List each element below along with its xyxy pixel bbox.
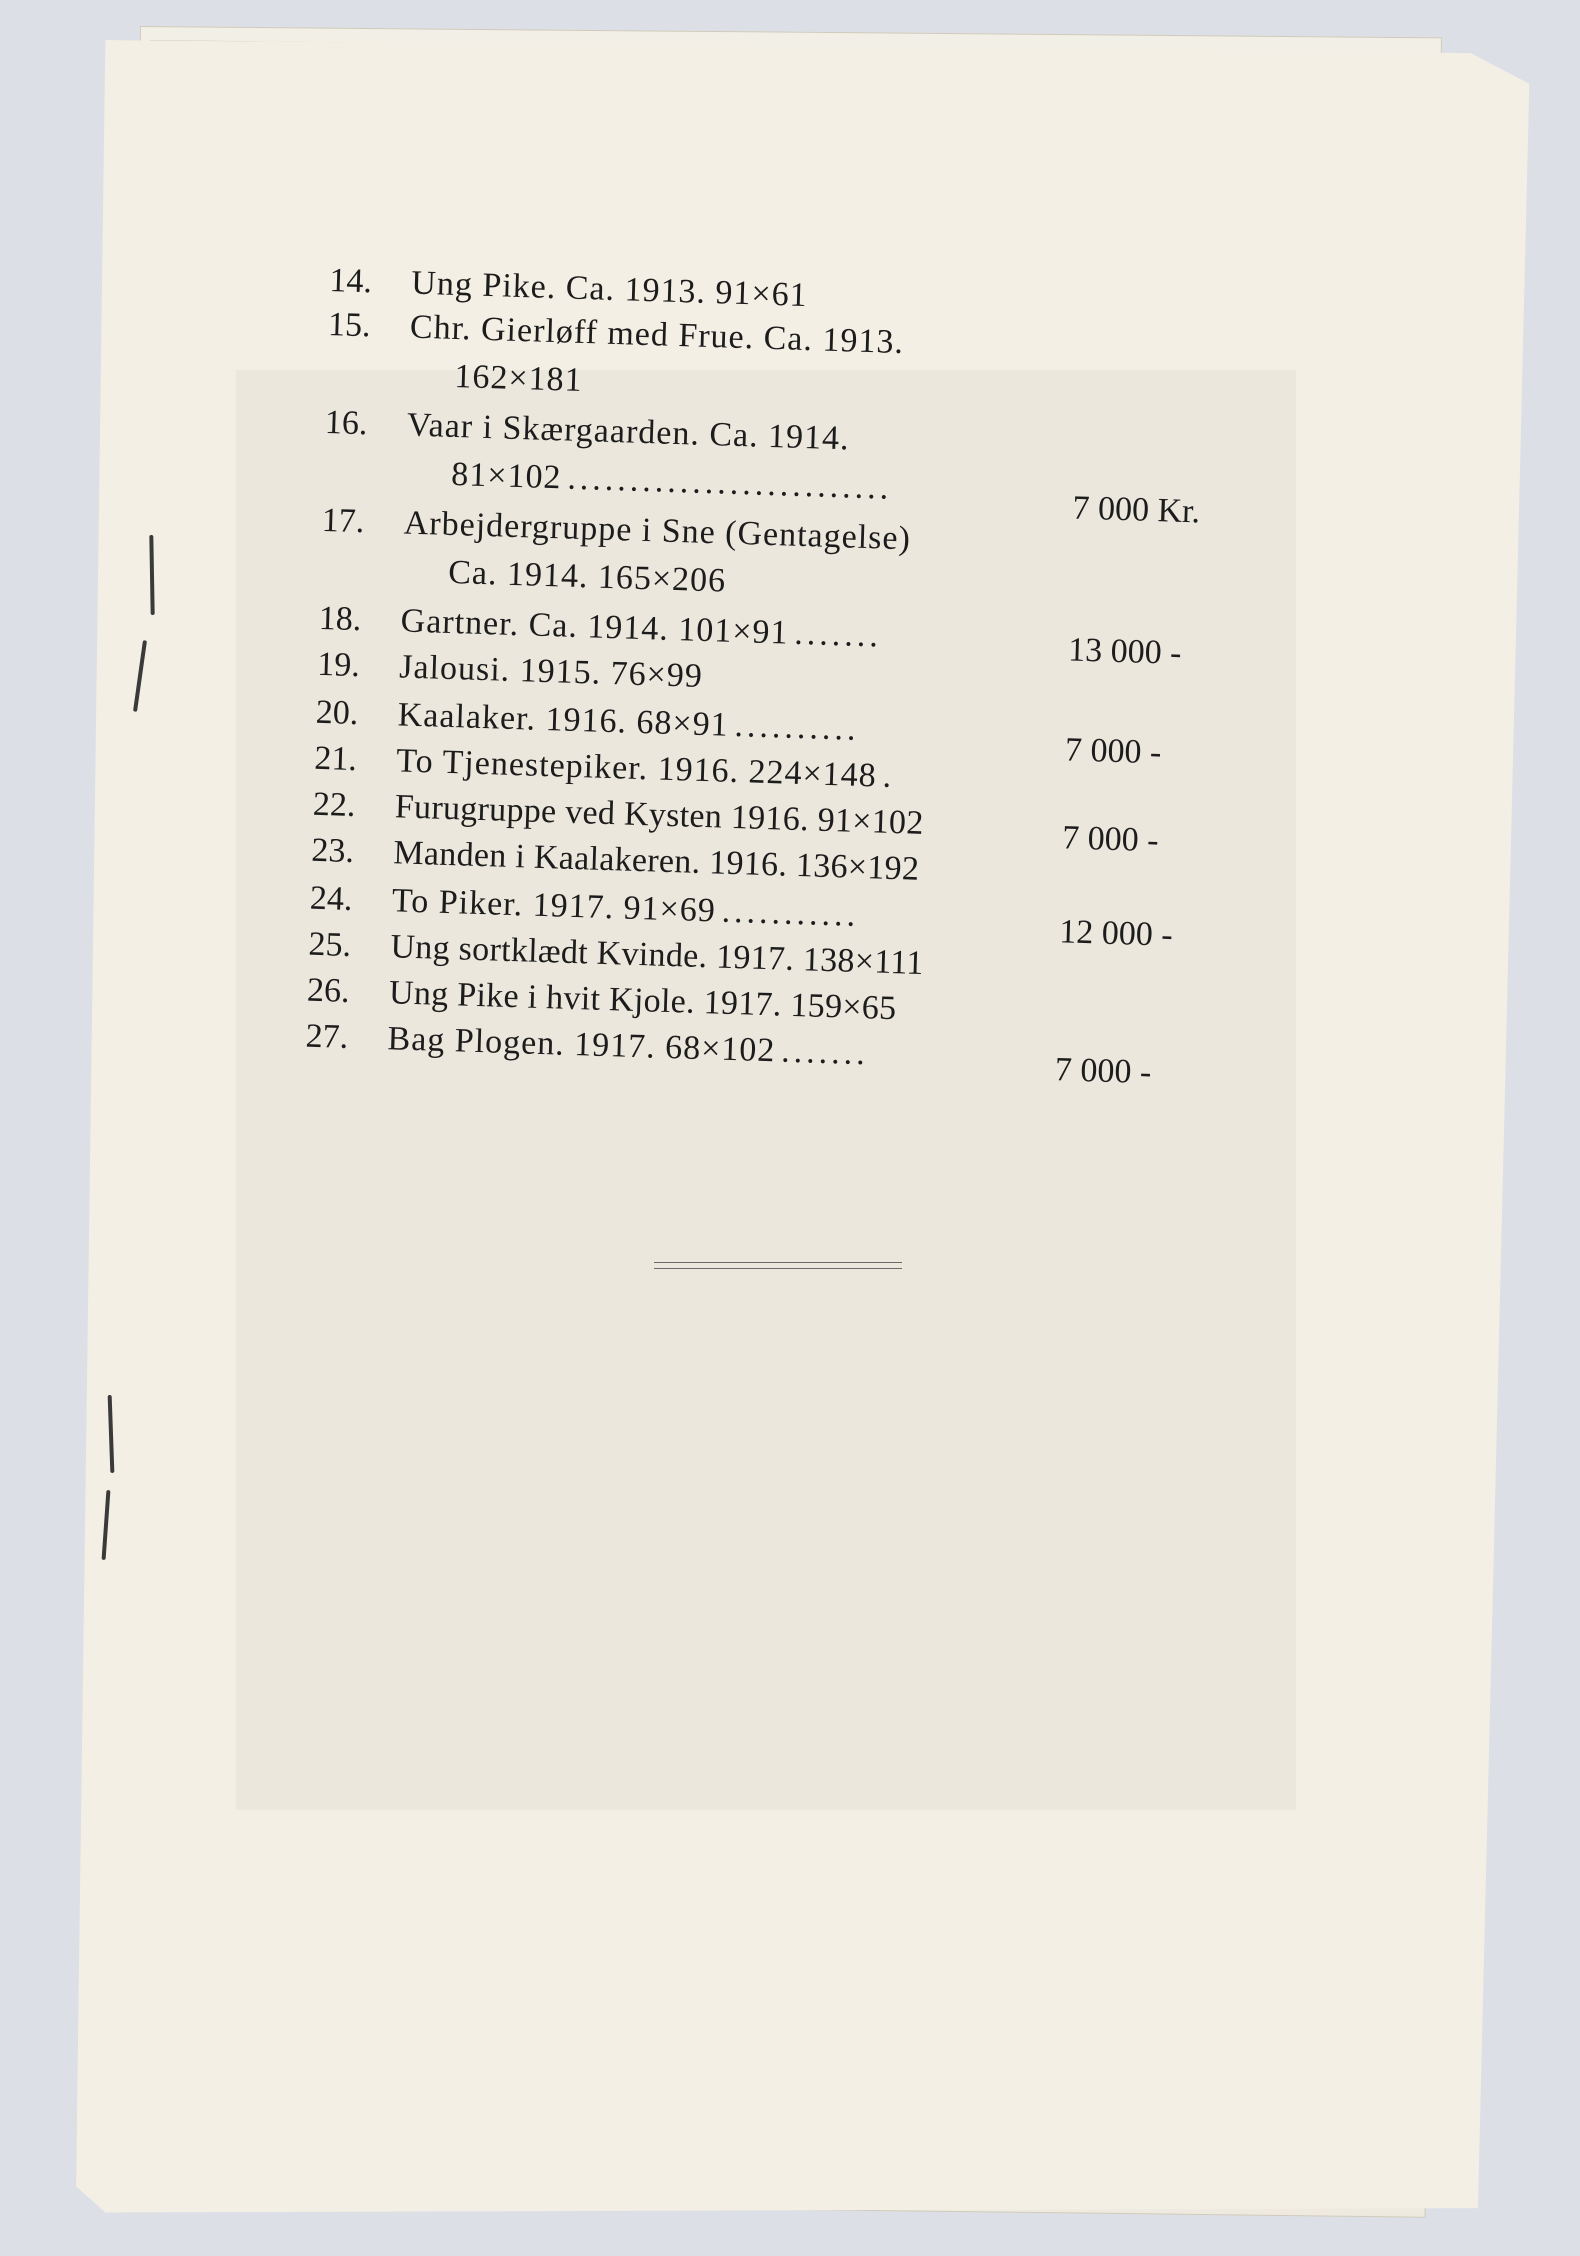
entry-title: Ung sortklædt Kvinde. 1917. 138×111 (389, 928, 925, 982)
entry-title: Ung Pike i hvit Kjole. 1917. 159×65 (388, 974, 897, 1028)
leader-dots: .......... (734, 706, 861, 748)
entry-title: Jalousi. 1915. 76×99 (398, 648, 704, 695)
entry-title: Vaar i Skærgaarden. Ca. 1914. (406, 406, 851, 458)
entry-price: 7 000 - (1061, 819, 1160, 860)
entry-dimensions: 81×102 .......................... (450, 455, 893, 507)
entry-title: Chr. Gierløff med Frue. Ca. 1913. (409, 308, 905, 362)
entry-number: 25. (307, 925, 352, 964)
entry-title: To Piker. 1917. 91×69 ........... (391, 882, 860, 934)
leader-dots: ....... (793, 614, 883, 655)
leader-dots: .......................... (566, 459, 893, 507)
entry-number: 16. (324, 403, 369, 443)
entry-number: 14. (328, 262, 373, 301)
entry-title: Kaalaker. 1916. 68×91 .......... (397, 696, 861, 748)
entry-number: 15. (327, 305, 372, 345)
entry-number: 17. (321, 501, 365, 541)
entry-title: Ung Pike. Ca. 1913. 91×61 (410, 264, 809, 315)
leader-dots: . (882, 757, 896, 795)
entry-title: Bag Plogen. 1917. 68×102 ....... (387, 1020, 870, 1073)
double-rule-divider (654, 1262, 902, 1269)
entry-title: Arbejdergruppe i Sne (Gentagelse) (403, 504, 912, 558)
entry-price: 13 000 - (1067, 631, 1183, 672)
entry-price: 7 000 - (1054, 1051, 1152, 1092)
leader-dots: ....... (780, 1032, 870, 1073)
leader-dots: ........... (721, 892, 860, 934)
entry-number: 24. (309, 879, 354, 919)
entry-number: 19. (316, 645, 361, 685)
entry-title: Manden i Kaalakeren. 1916. 136×192 (392, 834, 920, 888)
list-item (324, 403, 1266, 458)
entry-number: 21. (313, 739, 358, 779)
entry-number: 26. (306, 971, 351, 1010)
entry-price: 7 000 Kr. (1072, 489, 1201, 531)
entry-title: Gartner. Ca. 1914. 101×91 ....... (400, 602, 883, 655)
entry-dimensions: Ca. 1914. 165×206 (447, 553, 727, 600)
entry-number: 22. (312, 785, 357, 825)
entry-dimensions: 162×181 (453, 357, 584, 399)
entry-price: 12 000 - (1058, 913, 1174, 954)
entry-number: 23. (310, 831, 355, 871)
entry-title: Furugruppe ved Kysten 1916. 91×102 (394, 788, 925, 842)
entry-title: To Tjenestepiker. 1916. 224×148 . (395, 742, 896, 795)
entry-number: 18. (318, 599, 362, 639)
entry-number: 27. (305, 1017, 349, 1056)
entry-number: 20. (315, 693, 359, 733)
entry-price: 7 000 - (1064, 731, 1162, 772)
painting-list (301, 262, 1269, 1211)
